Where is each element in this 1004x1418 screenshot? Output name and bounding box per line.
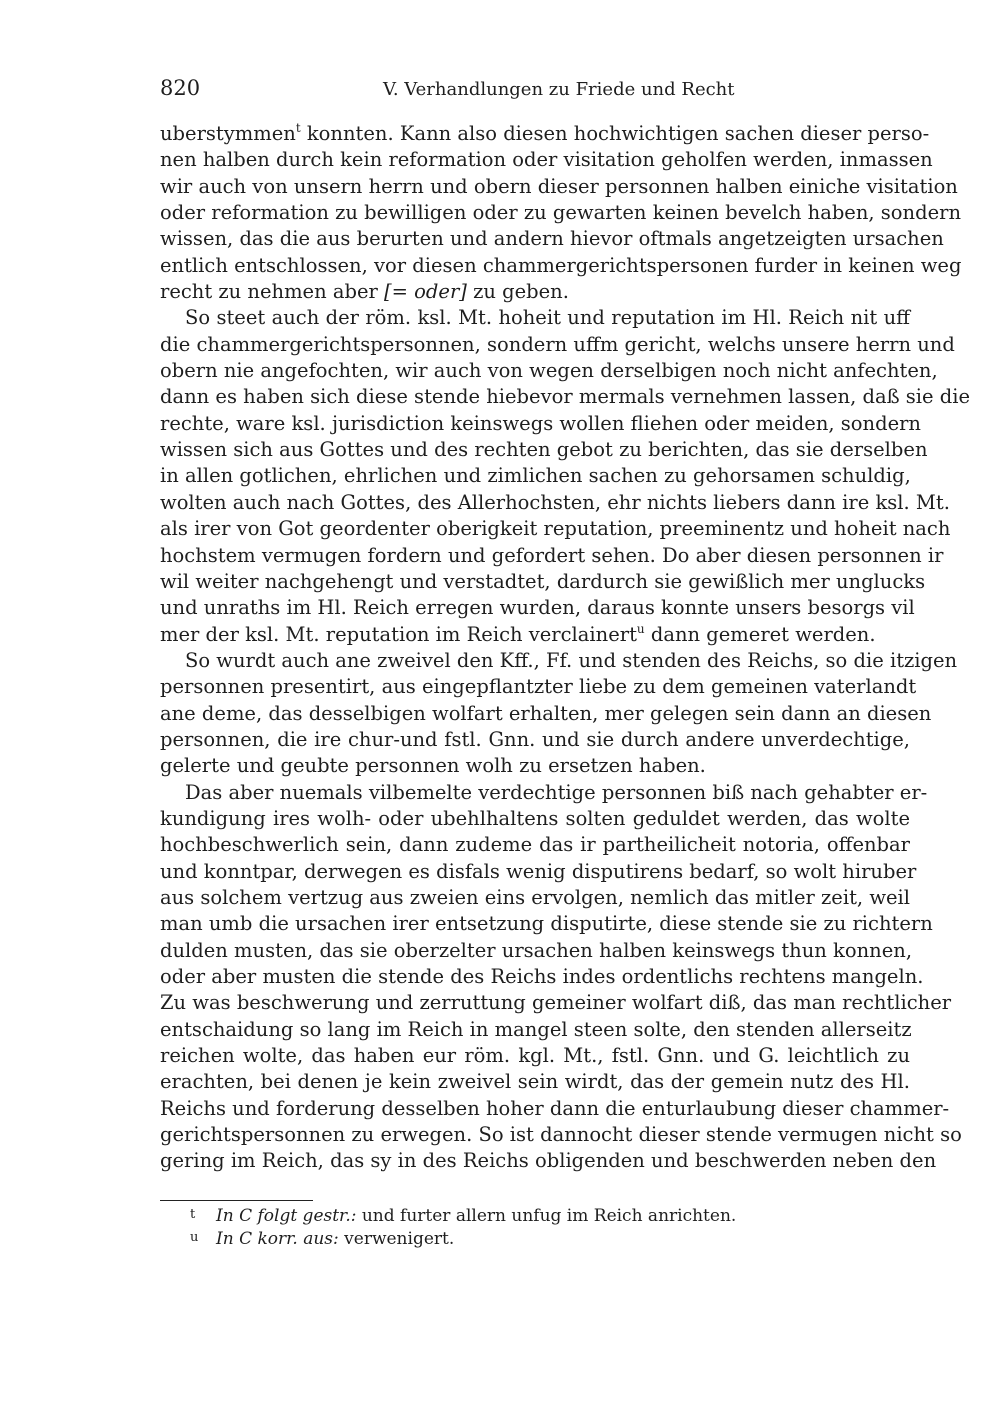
text-line: So steet auch der röm. ksl. Mt. hoheit und reputation im Hl. Reich nit uff xyxy=(185,306,910,330)
text-line: wissen sich aus Gottes und des rechten gebot zu berichten, das sie derselben xyxy=(160,438,928,462)
footnote-reference: t xyxy=(295,121,301,135)
text-line: oder reformation zu bewilligen oder zu gewarten keinen bevelch haben, sondern xyxy=(160,201,962,225)
text-line: und unraths im Hl. Reich erregen wurden, daraus konnte unsers besorgs vil xyxy=(160,596,915,620)
text-line: hochbeschwerlich sein, dann zudeme das ir partheilicheit notoria, offenbar xyxy=(160,833,910,857)
footnote-apparatus: In C folgt gestr.: xyxy=(216,1206,357,1226)
text-line: gerichtspersonnen zu erwegen. So ist dannocht dieser stende vermugen nicht so xyxy=(160,1123,962,1147)
text-line: in allen gotlichen, ehrlichen und zimlichen sachen zu gehorsamen schuldig, xyxy=(160,464,911,488)
text-fragment: konnten. Kann also diesen hochwichtigen sachen dieser perso- xyxy=(300,122,930,145)
text-line: wissen, das die aus berurten und andern hievor oftmals angetzeigten ursachen xyxy=(160,227,944,251)
text-line: ane deme, das desselbigen wolfart erhalten, mer gelegen sein dann an diesen xyxy=(160,701,932,725)
text-line: personnen presentirt, aus eingepflantzter liebe zu dem gemeinen vaterlandt xyxy=(160,675,917,699)
text-line: reichen wolte, das haben eur röm. kgl. Mt., fstl. Gnn. und G. leichtlich zu xyxy=(160,1044,910,1068)
text-line xyxy=(160,121,930,147)
text-line: als irer von Got geordenter oberigkeit reputation, preeminentz und hoheit nach xyxy=(160,517,951,541)
text-line: So wurdt auch ane zweivel den Kff., Ff. und stenden des Reichs, so die itzigen xyxy=(185,648,958,672)
text-line: Reichs und forderung desselben hoher dann die enturlaubung dieser chammer- xyxy=(160,1096,950,1120)
text-line: gering im Reich, das sy in des Reichs obligenden und beschwerden neben den xyxy=(160,1149,937,1173)
text-line xyxy=(160,622,910,648)
text-fragment: mer der ksl. Mt. reputation im Reich verclainert xyxy=(160,622,637,646)
text-fragment: recht zu nehmen aber xyxy=(160,280,385,304)
text-fragment: zu geben. xyxy=(466,280,569,304)
footnote-mark: u xyxy=(190,1230,199,1245)
footnote-apparatus: In C korr. aus: xyxy=(216,1229,339,1249)
footnote-mark: t xyxy=(190,1207,196,1222)
text-line: gelerte und geubte personnen wolh zu ersetzen haben. xyxy=(160,754,706,778)
text-line: dann es haben sich diese stende hiebevor mermals vernehmen lassen, daß sie die xyxy=(160,385,971,409)
footnote-text: und furter allern unfug im Reich anrichten. xyxy=(356,1206,737,1226)
text-line xyxy=(160,279,910,305)
page-number: 820 xyxy=(160,76,201,100)
text-line: hochstem vermugen fordern und gefordert sehen. Do aber diesen personnen ir xyxy=(160,543,944,567)
footnotes xyxy=(160,1205,910,1251)
text-line: wolten auch nach Gottes, des Allerhochsten, ehr nichts liebers dann ire ksl. Mt. xyxy=(160,490,950,514)
text-line: wil weiter nachgehengt und verstadtet, dardurch sie gewißlich mer unglucks xyxy=(160,569,926,593)
running-title: V. Verhandlungen zu Friede und Recht xyxy=(383,79,735,100)
footnote-reference: u xyxy=(636,621,645,636)
text-line: entschaidung so lang im Reich in mangel steen solte, den stenden allerseitz xyxy=(160,1017,912,1041)
text-line: die chammergerichtspersonnen, sondern uffm gericht, welchs unsere herrn und xyxy=(160,332,955,356)
text-fragment: uberstymmen xyxy=(160,122,296,145)
text-line: entlich entschlossen, vor diesen chammergerichtspersonen furder in keinen weg xyxy=(160,253,962,277)
text-fragment: dann gemeret werden. xyxy=(644,622,876,646)
footnote-text: verwenigert. xyxy=(338,1229,455,1249)
text-line: rechte, ware ksl. jurisdiction keinswegs wollen fliehen oder meiden, sondern xyxy=(160,411,921,435)
footnote xyxy=(160,1205,910,1228)
text-line: und konntpar, derwegen es disfals wenig disputirens bedarf, so wolt hiruber xyxy=(160,859,917,883)
text-line: Zu was beschwerung und zerruttung gemeiner wolfart diß, das man rechtlicher xyxy=(160,991,952,1015)
editorial-insertion: [= oder] xyxy=(384,280,467,304)
text-line: oder aber musten die stende des Reichs indes ordentlichs rechtens mangeln. xyxy=(160,965,924,988)
text-line: personnen, die ire chur-und fstl. Gnn. und sie durch andere unverdechtige, xyxy=(160,727,910,751)
text-line: erachten, bei denen je kein zweivel sein wirdt, das der gemein nutz des Hl. xyxy=(160,1070,910,1094)
main-text xyxy=(160,121,971,1175)
text-line: dulden musten, das sie oberzelter ursachen halben keinswegs thun konnen, xyxy=(160,938,913,962)
text-line: wir auch von unsern herrn und obern dieser personnen halben einiche visitation xyxy=(160,174,958,198)
text-line: kundigung ires wolh- oder ubehlhaltens solten geduldet werden, das wolte xyxy=(160,806,910,830)
footnote-divider xyxy=(160,1200,313,1201)
text-line: obern nie angefochten, wir auch von wegen derselbigen noch nicht anfechten, xyxy=(160,359,938,383)
footnote xyxy=(160,1228,910,1251)
text-line: man umb die ursachen irer entsetzung disputirte, diese stende sie zu richtern xyxy=(160,912,933,936)
text-line: aus solchem vertzug aus zweien eins ervolgen, nemlich das mitler zeit, weil xyxy=(160,885,911,909)
text-line: nen halben durch kein reformation oder visitation geholfen werden, inmassen xyxy=(160,148,933,172)
text-line: Das aber nuemals vilbemelte verdechtige personnen biß nach gehabter er- xyxy=(185,780,928,804)
